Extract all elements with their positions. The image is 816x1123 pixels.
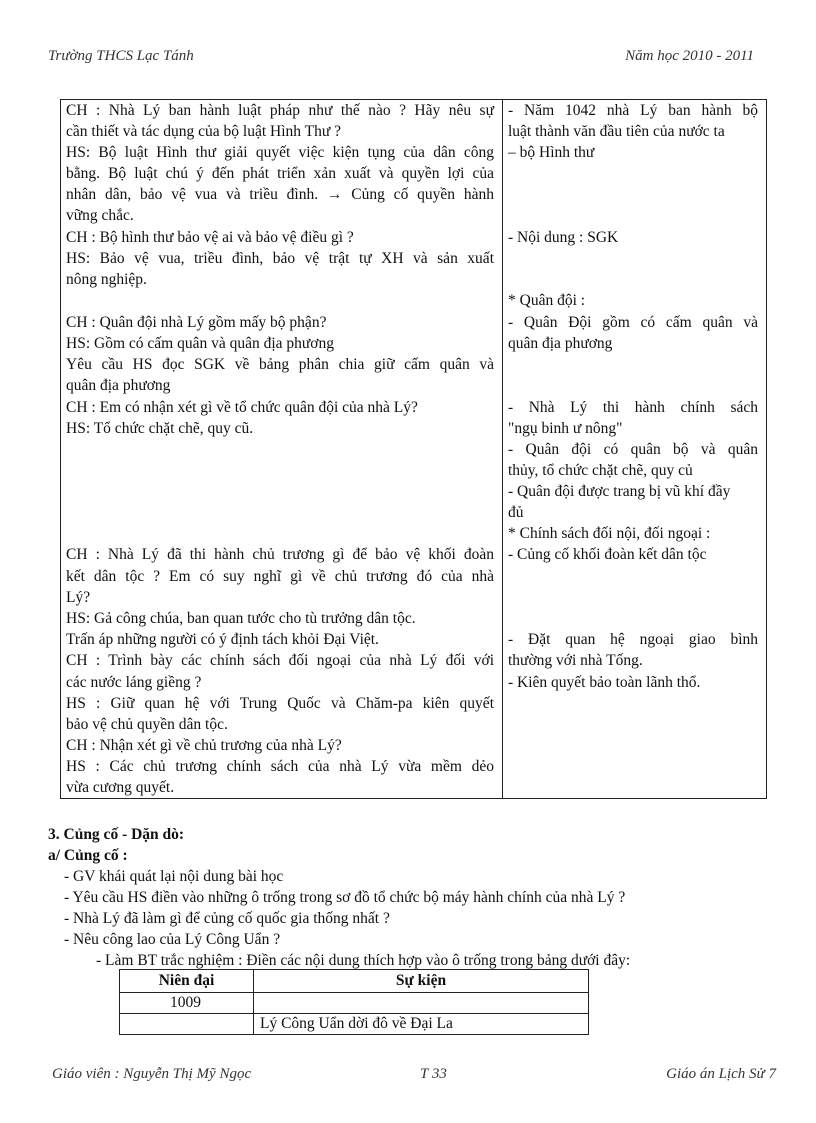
left-line: CH : Trình bày các chính sách đối ngoại của nhà Lý đối với <box>66 652 494 669</box>
header-nien-dai: Niên đại <box>158 972 215 989</box>
right-line: - Đặt quan hệ ngoại giao bình <box>508 631 758 648</box>
left-line: nông nghiệp. <box>66 271 147 288</box>
list-item: - Nhà Lý đã làm gì để củng cố quốc gia thống nhất ? <box>64 910 390 927</box>
left-line: HS : Các chủ trương chính sách của nhà Lý vừa mềm dẻo <box>66 758 494 775</box>
teacher-name: Giáo viên : Nguyễn Thị Mỹ Ngọc <box>52 1066 252 1082</box>
left-line: Lý? <box>66 589 91 606</box>
header-su-kien: Sự kiện <box>395 972 447 989</box>
left-line: HS: Bộ luật Hình thư giải quyết việc kiện tụng của dân công <box>66 144 494 161</box>
right-line: luật thành văn đầu tiên của nước ta <box>508 123 725 140</box>
left-line: HS: Gả công chúa, ban quan tước cho tù trưởng dân tộc. <box>66 610 416 627</box>
list-item: - GV khái quát lại nội dung bài học <box>64 868 284 885</box>
left-line: cần thiết và tác dụng của bộ luật Hình Thư ? <box>66 123 341 140</box>
right-line: - Nội dung : SGK <box>508 229 619 246</box>
table-cell: 1009 <box>170 994 201 1011</box>
list-item: - Yêu cầu HS điền vào những ô trống trong sơ đồ tổ chức bộ máy hành chính của nhà Lý ? <box>64 889 626 906</box>
lesson-table <box>60 99 767 799</box>
left-line: vừa cương quyết. <box>66 779 175 796</box>
school-name: Trường THCS Lạc Tánh <box>48 48 194 64</box>
table-cell: Lý Công Uẩn dời đô về Đại La <box>260 1015 453 1032</box>
column-divider <box>502 100 503 798</box>
left-line: CH : Em có nhận xét gì về tổ chức quân đội của nhà Lý? <box>66 399 418 416</box>
left-line: HS: Tổ chức chặt chẽ, quy cũ. <box>66 420 254 437</box>
section-title: 3. Củng cố - Dặn dò: <box>48 826 185 843</box>
right-line: - Năm 1042 nhà Lý ban hành bộ <box>508 102 758 119</box>
left-line: CH : Nhà Lý đã thi hành chủ trương gì để bảo vệ khối đoàn <box>66 546 494 563</box>
right-line: - Quân Đội gồm có cấm quân và <box>508 314 758 331</box>
left-line: HS: Gồm có cấm quân và quân địa phương <box>66 335 334 352</box>
right-line: - Nhà Lý thi hành chính sách <box>508 399 758 416</box>
left-line: Yêu cầu HS đọc SGK về bảng phân chia giữ cấm quân và <box>66 356 494 373</box>
left-line: CH : Nhà Lý ban hành luật pháp như thế nào ? Hãy nêu sự <box>66 102 494 119</box>
left-line: HS : Giữ quan hệ với Trung Quốc và Chăm-pa kiên quyết <box>66 695 494 712</box>
exercise-table <box>119 969 589 1035</box>
section-subtitle: a/ Củng cố : <box>48 847 128 864</box>
left-line: bằng. Bộ luật chú ý đến phát triển xản xuất và quyền lợi của <box>66 165 494 182</box>
left-line: CH : Bộ hình thư bảo vệ ai và bảo vệ điều gì ? <box>66 229 354 246</box>
page-number: T 33 <box>420 1066 447 1082</box>
left-line: các nước láng giềng ? <box>66 674 202 691</box>
left-line: nhân dân, bảo vệ vua và triều đình. → Củng cố quyền hành <box>66 186 494 203</box>
list-item: - Làm BT trắc nghiệm : Điền các nội dung thích hợp vào ô trống trong bảng dưới đây: <box>96 952 631 969</box>
left-line: kết dân tộc ? Em có suy nghĩ gì về chủ trương đó của nhà <box>66 568 494 585</box>
right-line: thủy, tổ chức chặt chẽ, quy củ <box>508 462 693 479</box>
right-line: – bộ Hình thư <box>508 144 595 161</box>
right-line: - Quân đội có quân bộ và quân <box>508 441 758 458</box>
left-line: Trấn áp những người có ý định tách khỏi Đại Việt. <box>66 631 379 648</box>
page-header <box>48 48 754 68</box>
left-line: CH : Nhận xét gì về chủ trương của nhà Lý? <box>66 737 342 754</box>
right-line: - Củng cố khối đoàn kết dân tộc <box>508 546 707 563</box>
school-year: Năm học 2010 - 2011 <box>625 48 754 64</box>
right-line: * Chính sách đối nội, đối ngoại : <box>508 525 711 542</box>
left-line: CH : Quân đội nhà Lý gồm mấy bộ phận? <box>66 314 327 331</box>
left-line: HS: Bảo vệ vua, triều đình, bảo vệ trật tự XH và sản xuất <box>66 250 494 267</box>
right-line: - Kiên quyết bảo toàn lãnh thổ. <box>508 674 701 691</box>
right-line: "ngụ binh ư nông" <box>508 420 623 437</box>
right-line: đủ <box>508 504 524 521</box>
left-line: bảo vệ chủ quyền dân tộc. <box>66 716 228 733</box>
left-line: vững chắc. <box>66 207 134 224</box>
right-line: * Quân đội : <box>508 292 586 309</box>
page-footer <box>52 1066 776 1086</box>
right-line: quân địa phương <box>508 335 613 352</box>
subject-label: Giáo án Lịch Sử 7 <box>666 1066 776 1082</box>
list-item: - Nêu công lao của Lý Công Uẩn ? <box>64 931 281 948</box>
right-line: thường với nhà Tống. <box>508 652 643 669</box>
left-line: quân địa phương <box>66 377 171 394</box>
right-line: - Quân đội được trang bị vũ khí đầy <box>508 483 731 500</box>
